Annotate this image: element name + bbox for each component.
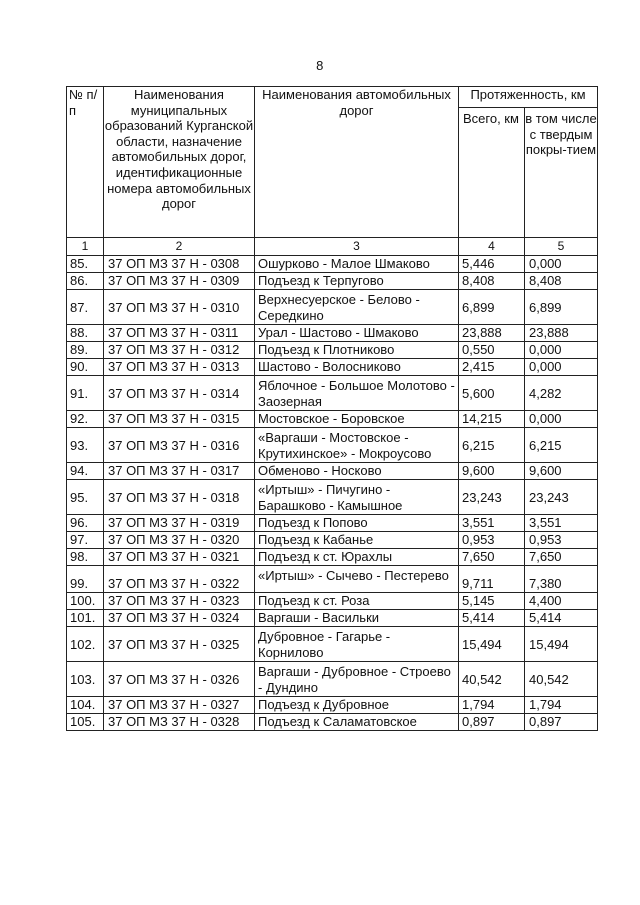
length-total: 5,600 bbox=[459, 376, 525, 411]
row-number: 96. bbox=[67, 515, 104, 532]
table-row bbox=[67, 411, 598, 428]
length-total: 6,899 bbox=[459, 290, 525, 325]
table-row bbox=[67, 515, 598, 532]
road-name: Подъезд к Саламатовское bbox=[255, 714, 459, 731]
row-number: 105. bbox=[67, 714, 104, 731]
row-number: 88. bbox=[67, 325, 104, 342]
length-total: 9,711 bbox=[459, 566, 525, 593]
row-number: 97. bbox=[67, 532, 104, 549]
road-name: Подъезд к Плотниково bbox=[255, 342, 459, 359]
length-total: 14,215 bbox=[459, 411, 525, 428]
row-number: 86. bbox=[67, 273, 104, 290]
length-total: 40,542 bbox=[459, 662, 525, 697]
road-name: «Варгаши - Мостовское - Крутихинское» - Мокроусово bbox=[255, 428, 459, 463]
road-name: Шастово - Волосниково bbox=[255, 359, 459, 376]
length-paved: 6,899 bbox=[525, 290, 598, 325]
length-total: 7,650 bbox=[459, 549, 525, 566]
length-total: 2,415 bbox=[459, 359, 525, 376]
road-id: 37 ОП МЗ 37 Н - 0314 bbox=[104, 376, 255, 411]
table-row bbox=[67, 714, 598, 731]
road-id: 37 ОП МЗ 37 Н - 0323 bbox=[104, 593, 255, 610]
length-paved: 0,000 bbox=[525, 342, 598, 359]
length-paved: 9,600 bbox=[525, 463, 598, 480]
header-length: Протяженность, км bbox=[459, 87, 598, 108]
road-name: «Иртыш» - Пичугино - Барашково - Камышное bbox=[255, 480, 459, 515]
length-paved: 1,794 bbox=[525, 697, 598, 714]
road-id: 37 ОП МЗ 37 Н - 0315 bbox=[104, 411, 255, 428]
table-row bbox=[67, 325, 598, 342]
road-name: Ошурково - Малое Шмаково bbox=[255, 256, 459, 273]
length-total: 0,953 bbox=[459, 532, 525, 549]
road-name: «Иртыш» - Сычево - Пестерево bbox=[255, 566, 459, 593]
table-row bbox=[67, 273, 598, 290]
road-name: Урал - Шастово - Шмаково bbox=[255, 325, 459, 342]
length-paved: 15,494 bbox=[525, 627, 598, 662]
length-total: 9,600 bbox=[459, 463, 525, 480]
header-road-name: Наименования автомобильных дорог bbox=[255, 87, 459, 238]
road-name: Мостовское - Боровское bbox=[255, 411, 459, 428]
row-number: 101. bbox=[67, 610, 104, 627]
table-body bbox=[67, 256, 598, 731]
row-number: 95. bbox=[67, 480, 104, 515]
road-name: Подъезд к ст. Роза bbox=[255, 593, 459, 610]
page-number: 8 bbox=[316, 58, 324, 73]
road-name: Обменово - Носково bbox=[255, 463, 459, 480]
row-number: 93. bbox=[67, 428, 104, 463]
road-name: Варгаши - Дубровное - Строево - Дундино bbox=[255, 662, 459, 697]
table-row bbox=[67, 256, 598, 273]
road-id: 37 ОП МЗ 37 Н - 0321 bbox=[104, 549, 255, 566]
row-number: 98. bbox=[67, 549, 104, 566]
road-name: Подъезд к Попово bbox=[255, 515, 459, 532]
road-id: 37 ОП МЗ 37 Н - 0310 bbox=[104, 290, 255, 325]
column-number: 2 bbox=[104, 238, 255, 256]
length-paved: 8,408 bbox=[525, 273, 598, 290]
road-name: Яблочное - Большое Молотово - Заозерная bbox=[255, 376, 459, 411]
road-name: Подъезд к Кабанье bbox=[255, 532, 459, 549]
row-number: 100. bbox=[67, 593, 104, 610]
length-paved: 0,000 bbox=[525, 256, 598, 273]
length-total: 6,215 bbox=[459, 428, 525, 463]
table-row bbox=[67, 342, 598, 359]
length-total: 3,551 bbox=[459, 515, 525, 532]
length-total: 8,408 bbox=[459, 273, 525, 290]
road-id: 37 ОП МЗ 37 Н - 0311 bbox=[104, 325, 255, 342]
row-number: 89. bbox=[67, 342, 104, 359]
length-paved: 0,953 bbox=[525, 532, 598, 549]
header-length-paved: в том числе с твердым покры-тием bbox=[525, 108, 598, 238]
road-id: 37 ОП МЗ 37 Н - 0318 bbox=[104, 480, 255, 515]
road-id: 37 ОП МЗ 37 Н - 0322 bbox=[104, 566, 255, 593]
length-paved: 40,542 bbox=[525, 662, 598, 697]
length-paved: 0,000 bbox=[525, 411, 598, 428]
length-paved: 3,551 bbox=[525, 515, 598, 532]
road-id: 37 ОП МЗ 37 Н - 0324 bbox=[104, 610, 255, 627]
road-id: 37 ОП МЗ 37 Н - 0320 bbox=[104, 532, 255, 549]
header-length-total: Всего, км bbox=[459, 108, 525, 238]
row-number: 99. bbox=[67, 566, 104, 593]
table-row bbox=[67, 549, 598, 566]
road-id: 37 ОП МЗ 37 Н - 0328 bbox=[104, 714, 255, 731]
column-number: 1 bbox=[67, 238, 104, 256]
length-total: 5,145 bbox=[459, 593, 525, 610]
table-row bbox=[67, 662, 598, 697]
road-name: Варгаши - Васильки bbox=[255, 610, 459, 627]
column-number: 4 bbox=[459, 238, 525, 256]
table-row bbox=[67, 593, 598, 610]
road-id: 37 ОП МЗ 37 Н - 0319 bbox=[104, 515, 255, 532]
length-total: 15,494 bbox=[459, 627, 525, 662]
length-total: 5,446 bbox=[459, 256, 525, 273]
table-header bbox=[67, 87, 598, 256]
row-number: 94. bbox=[67, 463, 104, 480]
row-number: 92. bbox=[67, 411, 104, 428]
length-paved: 7,380 bbox=[525, 566, 598, 593]
length-paved: 0,000 bbox=[525, 359, 598, 376]
row-number: 103. bbox=[67, 662, 104, 697]
table-row bbox=[67, 428, 598, 463]
road-name: Дубровное - Гагарье - Корнилово bbox=[255, 627, 459, 662]
length-total: 0,550 bbox=[459, 342, 525, 359]
length-paved: 6,215 bbox=[525, 428, 598, 463]
length-total: 0,897 bbox=[459, 714, 525, 731]
road-id: 37 ОП МЗ 37 Н - 0312 bbox=[104, 342, 255, 359]
road-id: 37 ОП МЗ 37 Н - 0313 bbox=[104, 359, 255, 376]
length-paved: 23,243 bbox=[525, 480, 598, 515]
row-number: 90. bbox=[67, 359, 104, 376]
length-paved: 5,414 bbox=[525, 610, 598, 627]
road-name: Подъезд к ст. Юрахлы bbox=[255, 549, 459, 566]
road-id: 37 ОП МЗ 37 Н - 0317 bbox=[104, 463, 255, 480]
row-number: 85. bbox=[67, 256, 104, 273]
road-id: 37 ОП МЗ 37 Н - 0316 bbox=[104, 428, 255, 463]
length-total: 1,794 bbox=[459, 697, 525, 714]
table-row bbox=[67, 359, 598, 376]
length-total: 23,888 bbox=[459, 325, 525, 342]
road-name: Верхнесуерское - Белово - Середкино bbox=[255, 290, 459, 325]
table-row bbox=[67, 610, 598, 627]
length-paved: 4,400 bbox=[525, 593, 598, 610]
table-row bbox=[67, 532, 598, 549]
table-row bbox=[67, 463, 598, 480]
length-paved: 7,650 bbox=[525, 549, 598, 566]
table-row bbox=[67, 697, 598, 714]
column-number: 5 bbox=[525, 238, 598, 256]
table-row bbox=[67, 480, 598, 515]
header-municipality: Наименования муниципальных образований Курганской области, назначение автомобильных дорог, идентификационные номера автомобильных дорог bbox=[104, 87, 255, 238]
row-number: 104. bbox=[67, 697, 104, 714]
road-id: 37 ОП МЗ 37 Н - 0327 bbox=[104, 697, 255, 714]
road-name: Подъезд к Дубровное bbox=[255, 697, 459, 714]
header-number: № п/п bbox=[67, 87, 104, 238]
length-total: 23,243 bbox=[459, 480, 525, 515]
row-number: 91. bbox=[67, 376, 104, 411]
length-paved: 4,282 bbox=[525, 376, 598, 411]
length-paved: 0,897 bbox=[525, 714, 598, 731]
column-number: 3 bbox=[255, 238, 459, 256]
table-row bbox=[67, 627, 598, 662]
row-number: 102. bbox=[67, 627, 104, 662]
table-row bbox=[67, 566, 598, 593]
length-total: 5,414 bbox=[459, 610, 525, 627]
length-paved: 23,888 bbox=[525, 325, 598, 342]
road-id: 37 ОП МЗ 37 Н - 0326 bbox=[104, 662, 255, 697]
row-number: 87. bbox=[67, 290, 104, 325]
road-id: 37 ОП МЗ 37 Н - 0309 bbox=[104, 273, 255, 290]
road-id: 37 ОП МЗ 37 Н - 0308 bbox=[104, 256, 255, 273]
table-row bbox=[67, 376, 598, 411]
table-row bbox=[67, 290, 598, 325]
road-id: 37 ОП МЗ 37 Н - 0325 bbox=[104, 627, 255, 662]
roads-table bbox=[66, 86, 598, 731]
road-name: Подъезд к Терпугово bbox=[255, 273, 459, 290]
